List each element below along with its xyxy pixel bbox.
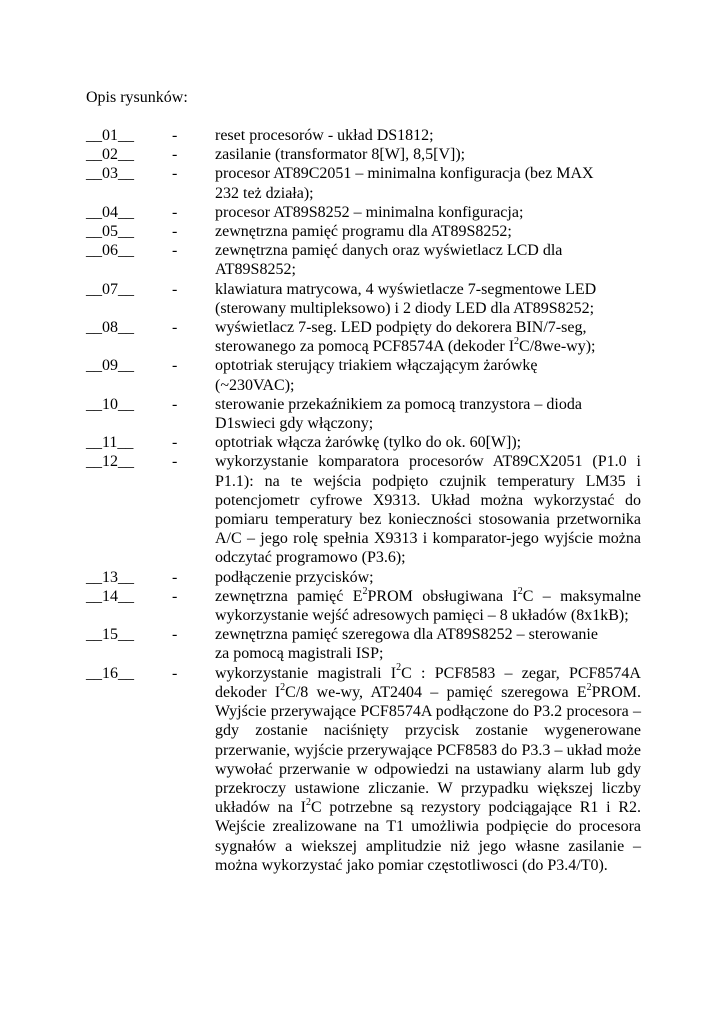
list-item bbox=[86, 318, 641, 356]
description-line: optotriak sterujący triakiem włączającym żarówkę bbox=[215, 357, 538, 375]
item-description bbox=[215, 241, 641, 279]
description-line: zasilanie (transformator 8[W], 8,5[V]); bbox=[215, 146, 466, 164]
item-separator: - bbox=[172, 223, 178, 241]
item-number: __10__ bbox=[86, 395, 134, 413]
item-description bbox=[215, 452, 641, 567]
description-line: AT89S8252; bbox=[215, 261, 296, 279]
item-separator: - bbox=[172, 587, 178, 605]
item-separator: - bbox=[172, 165, 178, 183]
description-paragraph: wykorzystanie magistrali $I^2C$ : PCF8583 – zegar, PCF8574A dekoder $I^2C/8$ we-wy, AT2404 – pamięć szeregowa $E^2PROM$. Wyjście przerywające PCF8574A podłączone do P3.2 procesora – gdy zostanie naciśnięty przycisk zostanie wygenerowane przerwanie, wyjście przerywające PCF8583 do P3.3 – układ może wywołać przerwanie w odpowiedzi na ustawiany alarm lub gdy przekroczy ustawione zliczanie. W przypadku większej liczby układów na $I^2C$ potrzebne są rezystory podciągające R1 i R2. Wejście zrealizowane na T1 umożliwia podpięcie do procesora sygnałów a wiekszej amplitudzie niż jego własne zasilanie – można wykorzystać jako pomiar częstotliwosci (do P3.4/T0). bbox=[215, 662, 642, 874]
list-item bbox=[86, 433, 641, 452]
list-item bbox=[86, 664, 641, 875]
item-separator: - bbox=[172, 357, 178, 375]
list-item bbox=[86, 625, 641, 663]
list-item bbox=[86, 203, 641, 222]
description-line: (sterowany multipleksowo) i 2 diody LED dla AT89S8252; bbox=[215, 299, 595, 317]
item-separator: - bbox=[172, 242, 178, 260]
item-number: __06__ bbox=[86, 242, 134, 260]
item-description bbox=[215, 145, 641, 164]
description-line: optotriak włącza żarówkę (tylko do ok. 60[W]); bbox=[215, 434, 522, 452]
item-number: __02__ bbox=[86, 146, 134, 164]
item-separator: - bbox=[172, 395, 178, 413]
item-number: __04__ bbox=[86, 203, 134, 221]
item-number: __14__ bbox=[86, 587, 134, 605]
description-line: D1swieci gdy włączony; bbox=[215, 415, 374, 433]
item-separator: - bbox=[172, 664, 178, 682]
item-description bbox=[215, 625, 641, 663]
item-description bbox=[215, 203, 641, 222]
item-number: __08__ bbox=[86, 319, 134, 337]
description-line: reset procesorów - układ DS1812; bbox=[215, 127, 434, 144]
list-item bbox=[86, 395, 641, 433]
item-number: __07__ bbox=[86, 280, 134, 298]
item-description bbox=[215, 433, 641, 452]
item-description bbox=[215, 395, 641, 433]
item-separator: - bbox=[172, 146, 178, 164]
item-description bbox=[215, 280, 641, 318]
item-number: __01__ bbox=[86, 127, 134, 144]
figure-description-list bbox=[86, 126, 641, 875]
description-line: sterowanie przekaźnikiem za pomocą tranzystora – dioda bbox=[215, 395, 582, 413]
list-item bbox=[86, 587, 641, 625]
item-separator: - bbox=[172, 127, 178, 144]
description-line: procesor AT89C2051 – minimalna konfiguracja (bez MAX bbox=[215, 165, 594, 183]
item-separator: - bbox=[172, 626, 178, 644]
description-line: (~230VAC); bbox=[215, 376, 295, 394]
item-description bbox=[215, 587, 641, 625]
item-number: __03__ bbox=[86, 165, 134, 183]
list-item bbox=[86, 222, 641, 241]
list-item bbox=[86, 452, 641, 567]
item-description bbox=[215, 318, 641, 356]
item-separator: - bbox=[172, 203, 178, 221]
item-description bbox=[215, 164, 641, 202]
list-item bbox=[86, 241, 641, 279]
item-number: __12__ bbox=[86, 453, 134, 471]
list-item bbox=[86, 164, 641, 202]
description-line: 232 też działa); bbox=[215, 184, 314, 202]
item-separator: - bbox=[172, 568, 178, 586]
description-line: za pomocą magistrali ISP; bbox=[215, 645, 384, 663]
item-separator: - bbox=[172, 319, 178, 337]
list-item bbox=[86, 568, 641, 587]
item-description bbox=[215, 664, 641, 875]
item-separator: - bbox=[172, 280, 178, 298]
item-description bbox=[215, 126, 641, 145]
list-item bbox=[86, 280, 641, 318]
description-paragraph: zewnętrzna pamięć $E^2PROM$ obsługiwana $I^2C$ – maksymalne wykorzystanie wejść adresowych pamięci – 8 układów (8x1kB); bbox=[215, 585, 641, 625]
description-line: sterowanego za pomocą PCF8574A (dekoder $I^2C/8we-wy$); bbox=[215, 335, 596, 356]
list-item bbox=[86, 126, 641, 145]
list-item bbox=[86, 356, 641, 394]
description-line: procesor AT89S8252 – minimalna konfiguracja; bbox=[215, 203, 524, 221]
description-line: podłączenie przycisków; bbox=[215, 568, 374, 586]
item-number: __11__ bbox=[86, 434, 134, 452]
item-separator: - bbox=[172, 434, 178, 452]
item-description bbox=[215, 222, 641, 241]
item-number: __05__ bbox=[86, 223, 134, 241]
item-separator: - bbox=[172, 453, 178, 471]
description-line: zewnętrzna pamięć danych oraz wyświetlacz LCD dla bbox=[215, 242, 563, 260]
description-line: wyświetlacz 7-seg. LED podpięty do dekorera BIN/7-seg, bbox=[215, 319, 587, 337]
description-line: zewnętrzna pamięć programu dla AT89S8252; bbox=[215, 223, 512, 241]
item-description bbox=[215, 568, 641, 587]
item-number: __16__ bbox=[86, 664, 134, 682]
document-title: Opis rysunków: bbox=[86, 89, 188, 106]
description-paragraph: wykorzystanie komparatora procesorów AT89CX2051 (P1.0 i P1.1): na te wejścia podpięto czujnik temperatury LM35 i potencjometr cyfrowe X9313. Układ można wykorzystać do pomiaru temperatury bez konieczności stosowania przetwornika A/C – jego rolę spełnia X9313 i komparator-jego wyjście można odczytać programowo (P3.6); bbox=[215, 453, 641, 567]
item-description bbox=[215, 356, 641, 394]
item-number: __13__ bbox=[86, 568, 134, 586]
description-line: klawiatura matrycowa, 4 wyświetlacze 7-segmentowe LED bbox=[215, 280, 597, 298]
item-number: __15__ bbox=[86, 626, 134, 644]
item-number: __09__ bbox=[86, 357, 134, 375]
list-item bbox=[86, 145, 641, 164]
description-line: zewnętrzna pamięć szeregowa dla AT89S8252 – sterowanie bbox=[215, 626, 598, 644]
